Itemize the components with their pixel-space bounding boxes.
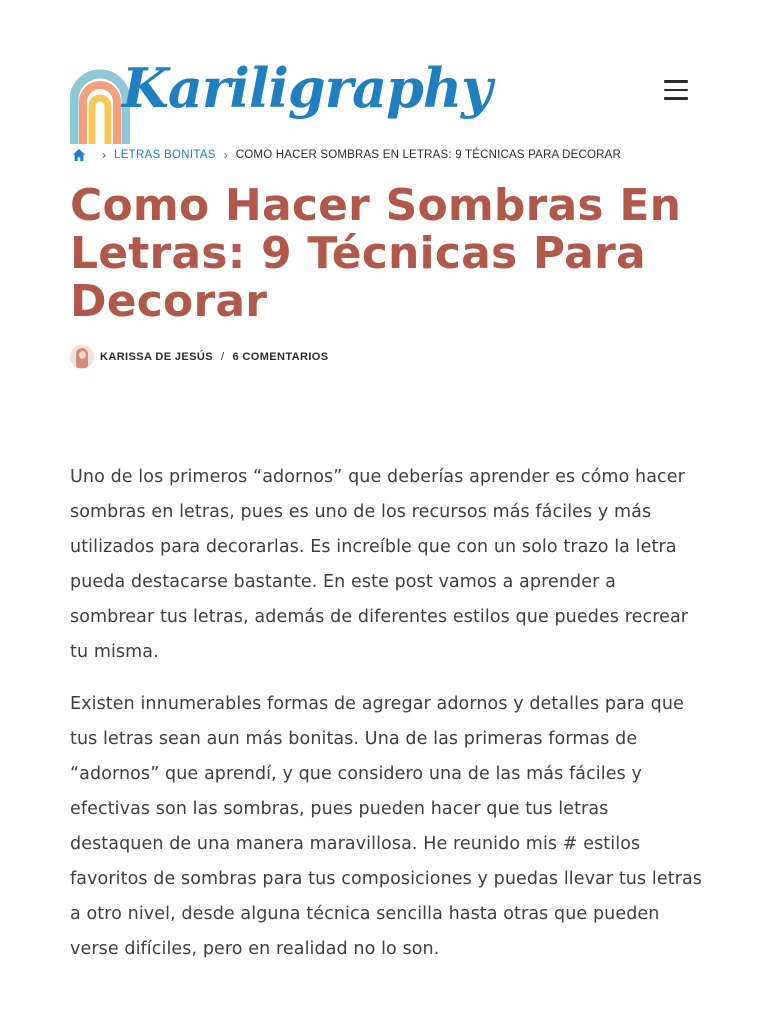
rainbow-logo-icon <box>70 54 130 146</box>
breadcrumb-current: COMO HACER SOMBRAS EN LETRAS: 9 TÉCNICAS PARA DECORAR <box>235 149 622 161</box>
menu-line-icon <box>664 89 688 92</box>
page-title: Como Hacer Sombras En Letras: 9 Técnicas Para Decorar <box>70 180 682 327</box>
author-link[interactable]: KARISSA DE JESÚS <box>100 351 213 363</box>
menu-line-icon <box>664 97 688 100</box>
logo-wordmark: Kariligraphy <box>122 56 492 120</box>
breadcrumb-separator: › <box>102 148 106 162</box>
article-paragraph: Existen innumerables formas de agregar adornos y detalles para que tus letras sean aun más bonitas. Una de las primeras formas de “adornos” que aprendí, y que considero una de las más fáciles y efectivas son las sombras, pues pueden hacer que tus letras destaquen de una manera maravillosa. He reunido mis # estilos favoritos de sombras para tus composiciones y puedas llevar tus letras a otro nivel, desde alguna técnica sencilla hasta otras que pueden verse difíciles, pero en realidad no lo son. <box>70 694 703 959</box>
hamburger-menu-button[interactable] <box>664 80 688 102</box>
post-meta <box>70 345 329 369</box>
breadcrumb-separator: › <box>223 148 228 162</box>
breadcrumb-category-link[interactable]: LETRAS BONITAS <box>114 149 216 161</box>
meta-separator: / <box>220 351 225 363</box>
breadcrumb <box>72 148 621 162</box>
comments-link[interactable]: 6 COMENTARIOS <box>232 351 329 363</box>
article-body <box>70 460 702 984</box>
menu-line-icon <box>664 80 688 83</box>
article-paragraph: Uno de los primeros “adornos” que deberías aprender es cómo hacer sombras en letras, pues es uno de los recursos más fáciles y más utilizados para decorarlas. Es increíble que con un solo trazo la letra pueda destacarse bastante. En este post vamos a aprender a sombrear tus letras, además de diferentes estilos que puedes recrear tu misma. <box>70 467 689 662</box>
author-avatar[interactable] <box>70 345 94 369</box>
home-icon[interactable] <box>72 148 86 162</box>
site-logo[interactable] <box>70 40 492 146</box>
site-header <box>70 40 698 146</box>
